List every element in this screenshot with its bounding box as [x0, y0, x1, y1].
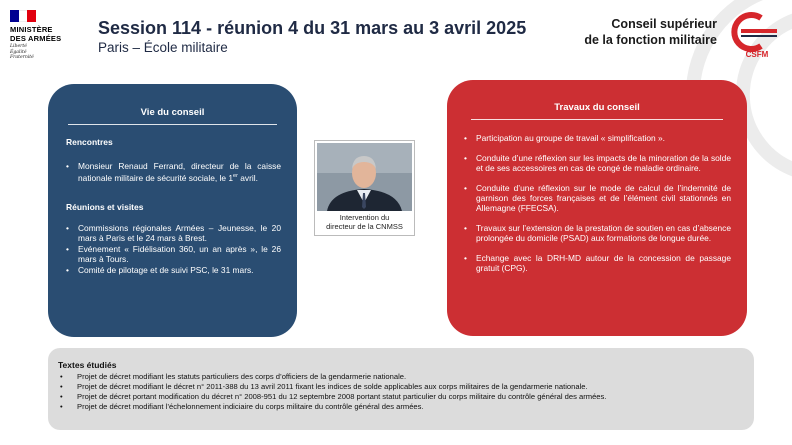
council-life-panel — [48, 84, 297, 337]
studied-texts-panel — [48, 348, 754, 430]
speaker-photo — [317, 143, 412, 211]
speaker-portrait — [314, 140, 415, 236]
visits-heading: Réunions et visites — [66, 201, 144, 212]
portrait-caption-line1: Intervention du — [339, 213, 390, 222]
studied-text-item: • Projet de décret modifiant l’échelonnement indiciaire du corps militaire du contrôle général des armées. — [58, 402, 744, 412]
motto-egalite: Égalité — [10, 49, 27, 55]
organisation-name-line1: Conseil supérieur — [611, 17, 717, 31]
csfm-abbrev: CSFM — [745, 50, 769, 59]
motto-fraternite: Fraternité — [10, 55, 34, 61]
studied-text-item: • Projet de décret modifiant le décret n° 2011-388 du 13 avril 2011 fixant les indices de solde applicables aux corps militaires de la gendarmerie nationale. — [58, 382, 744, 392]
republic-motto — [10, 44, 80, 61]
studied-text-item: • Projet de décret portant modification du décret n° 2008-951 du 12 septembre 2008 portant statut particulier du corps militaire du contrôle général des armées. — [58, 392, 744, 402]
ministry-name-line1: MINISTÈRE — [10, 25, 53, 34]
visit-item: • Evénement « Fidélisation 360, un an après », le 26 mars à Tours. — [66, 244, 281, 264]
work-item: • Conduite d’une réflexion sur le mode de calcul de l’indemnité de garnison des forces françaises et de l’élément civil stationnés en Allemagne (FFECSA). — [464, 183, 731, 213]
meetings-list — [48, 161, 297, 183]
meetings-heading: Rencontres — [66, 137, 113, 147]
council-work-title: Travaux du conseil — [447, 102, 747, 120]
ministry-name-line2: DES ARMÉES — [10, 34, 62, 43]
organisation-name-line2: de la fonction militaire — [584, 33, 717, 47]
csfm-logo-icon — [719, 10, 779, 60]
portrait-caption — [315, 213, 414, 231]
portrait-caption-line2: directeur de la CNMSS — [326, 222, 403, 231]
motto-liberte: Liberté — [10, 44, 27, 49]
organisation-name — [584, 16, 717, 48]
studied-texts-list — [58, 372, 744, 412]
work-item: • Participation au groupe de travail « simplification ». — [464, 133, 731, 143]
page-subtitle: Paris – École militaire — [98, 40, 228, 55]
work-item: • Travaux sur l’extension de la prestation de soutien en cas d’absence prolongée du domicile (PSAD) aux formations de longue durée. — [464, 223, 731, 243]
marianne-flag-icon — [10, 10, 36, 22]
meeting-item: • Monsieur Renaud Ferrand, directeur de la caisse nationale militaire de sécurité sociale, le 1er avril. — [66, 161, 281, 183]
work-item: • Conduite d’une réflexion sur les impacts de la minoration de la solde et de ses accessoires en cas de congé de maladie ordinaire. — [464, 153, 731, 173]
ministry-logo — [10, 10, 80, 61]
studied-text-item: • Projet de décret modifiant les statuts particuliers des corps d’officiers de la gendarmerie nationale. — [58, 372, 744, 382]
visit-item: • Comité de pilotage et de suivi PSC, le 31 mars. — [66, 265, 281, 275]
studied-texts-heading: Textes étudiés — [58, 360, 117, 370]
visits-list — [48, 223, 297, 275]
page-title: Session 114 - réunion 4 du 31 mars au 3 avril 2025 — [98, 18, 527, 38]
council-work-list — [447, 133, 747, 273]
visit-item: • Commissions régionales Armées – Jeunesse, le 20 mars à Paris et le 24 mars à Brest. — [66, 223, 281, 243]
council-work-panel — [447, 80, 747, 336]
work-item: • Echange avec la DRH-MD autour de la concession de passage gratuit (CPG). — [464, 253, 731, 273]
council-life-title: Vie du conseil — [48, 107, 297, 125]
